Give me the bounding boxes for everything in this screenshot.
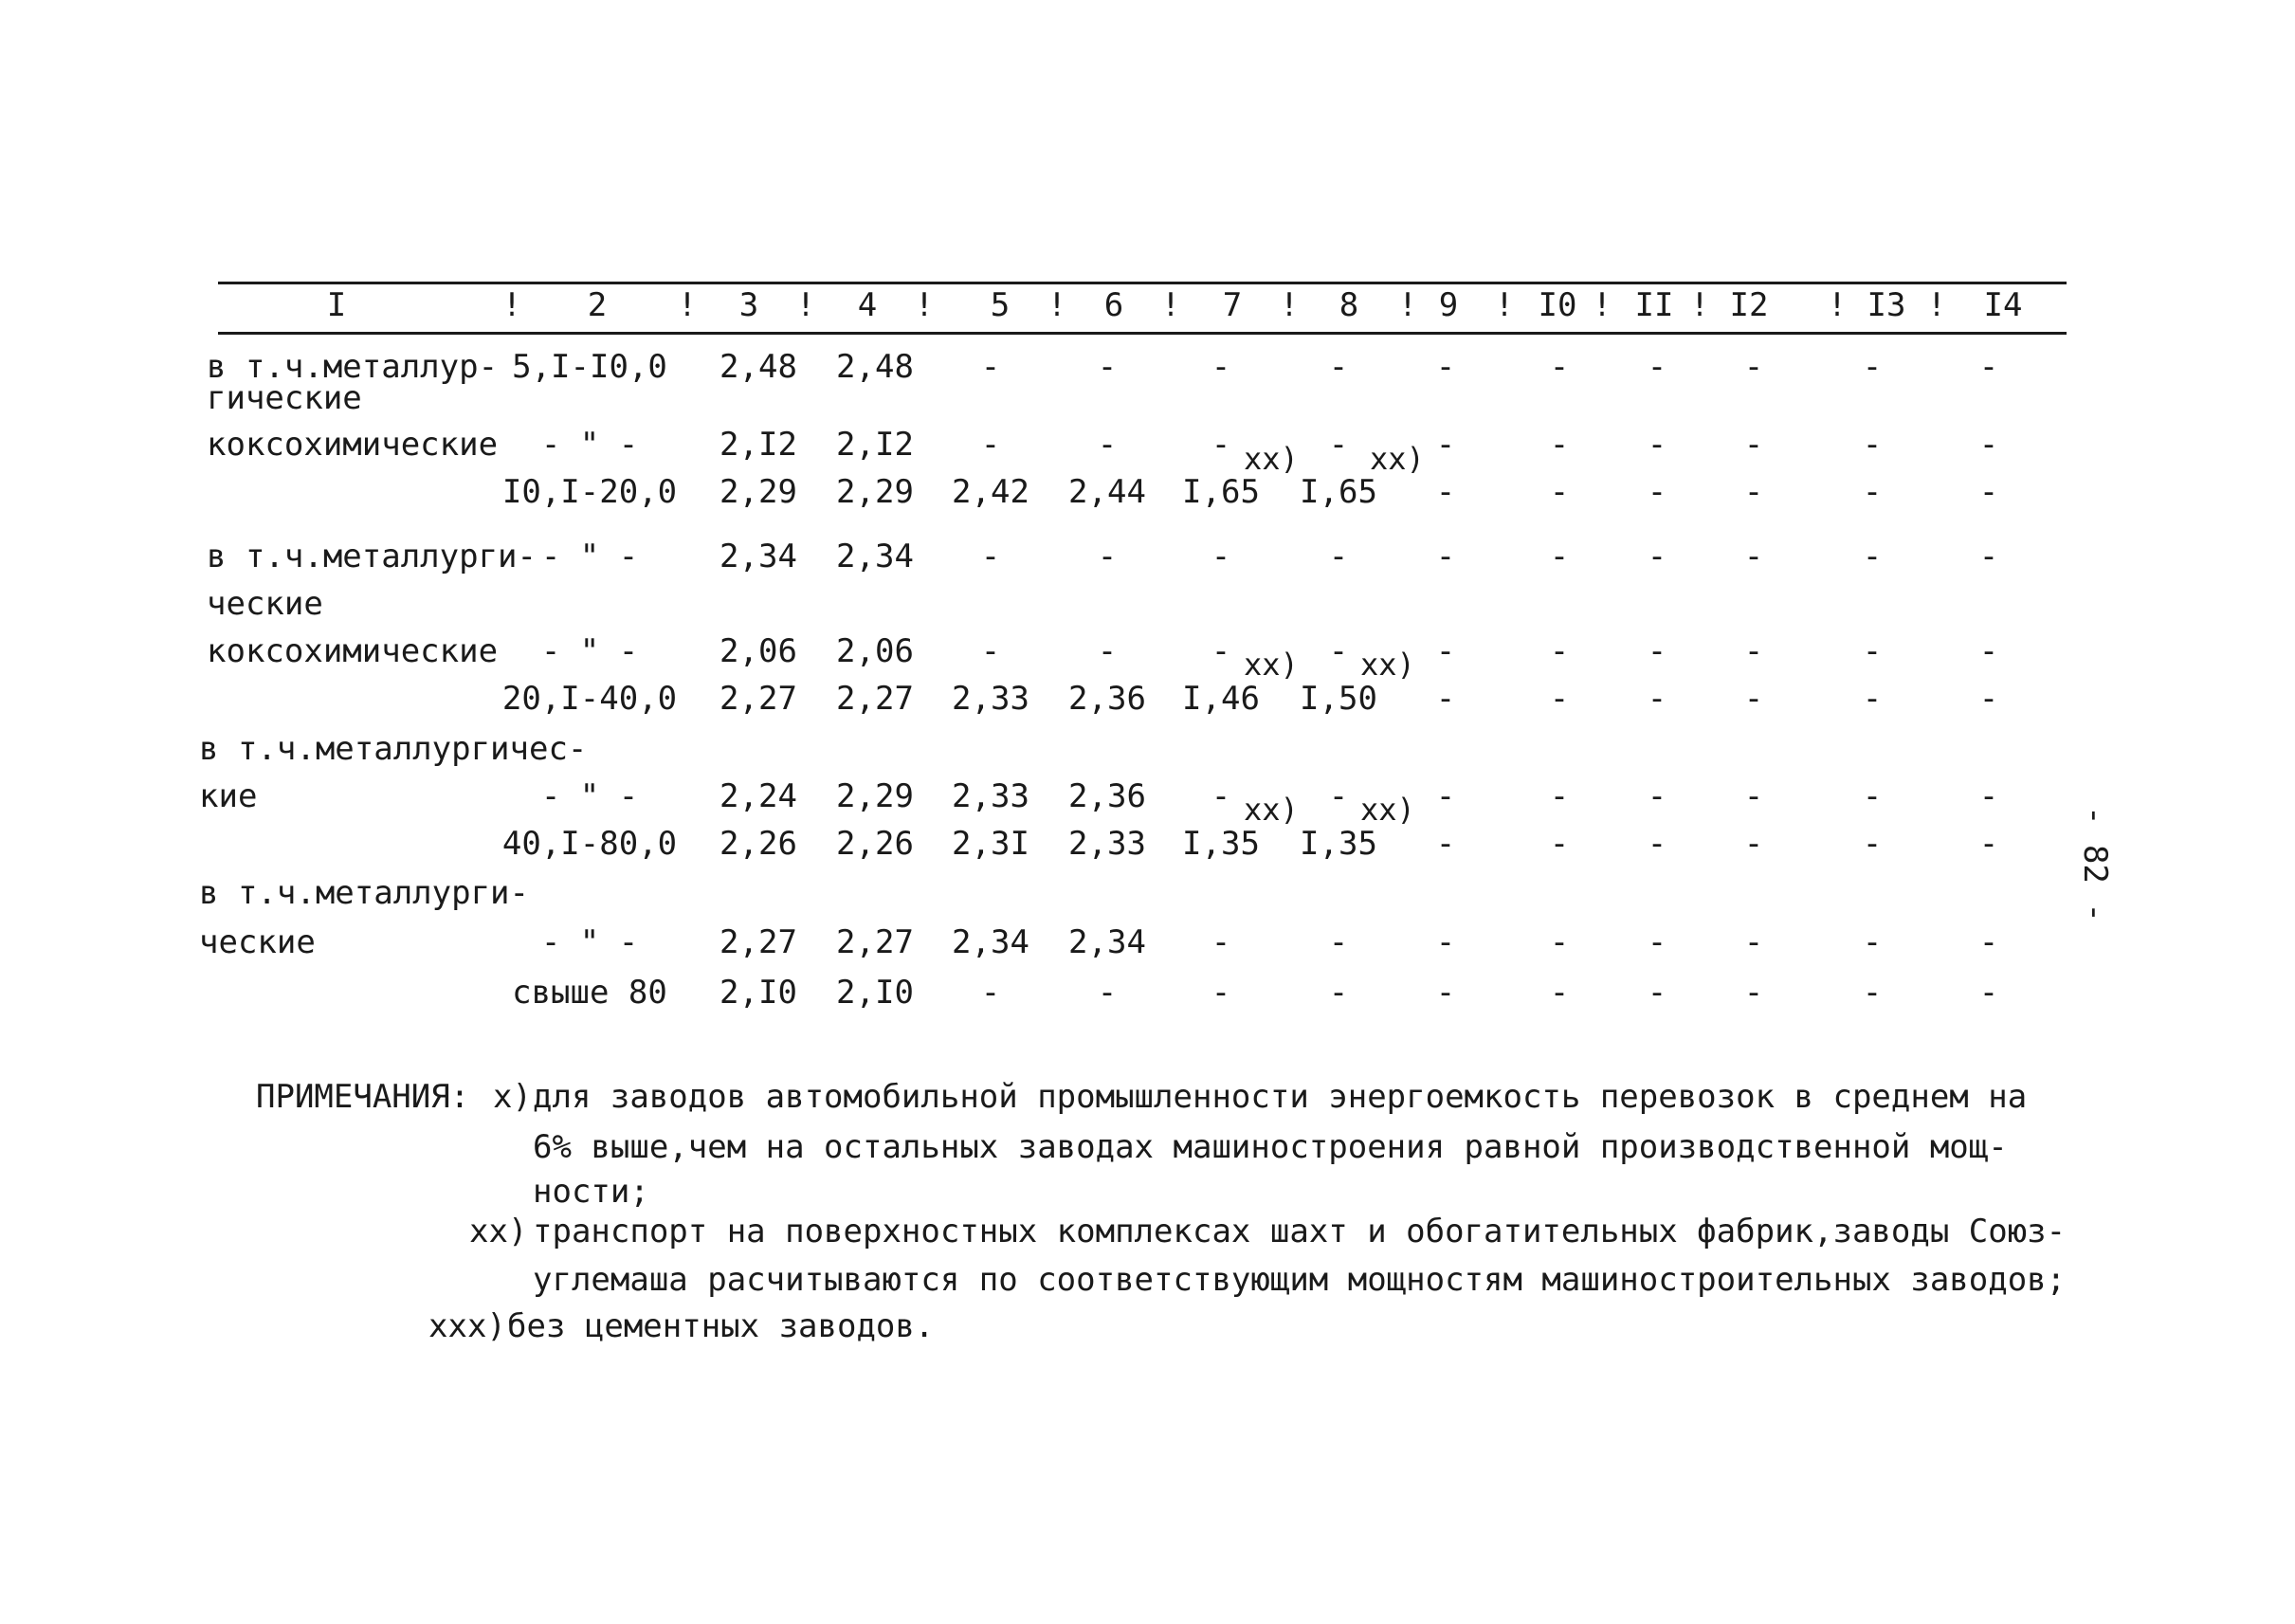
header-separator: ! — [1827, 286, 1848, 324]
table-cell: - — [1647, 426, 1667, 464]
table-cell: - — [1549, 632, 1570, 670]
table-header-rule — [218, 332, 2067, 335]
table-cell: - — [1743, 923, 1764, 961]
table-cell: - — [980, 538, 1001, 575]
table-cell: 2,48 — [719, 348, 797, 386]
footnote-marker: xx) — [1244, 441, 1299, 477]
table-cell: 2,27 — [836, 923, 914, 961]
size-range-cell: - " - — [540, 632, 639, 670]
table-cell: - — [1435, 974, 1456, 1012]
header-separator: ! — [1279, 286, 1300, 324]
size-range-cell: - " - — [540, 777, 639, 815]
table-cell: - — [1862, 632, 1883, 670]
table-cell: - — [1647, 974, 1667, 1012]
size-range-cell: 5,I-I0,0 — [512, 348, 667, 386]
table-cell: 2,27 — [719, 923, 797, 961]
header-column-number: 2 — [587, 286, 608, 324]
table-cell: 2,33 — [952, 777, 1029, 815]
table-cell: - — [1328, 538, 1349, 575]
header-column-number: I4 — [1983, 286, 2023, 324]
size-range-cell: 20,I-40,0 — [501, 680, 678, 718]
table-cell: - — [1435, 538, 1456, 575]
table-cell: - — [1978, 632, 1999, 670]
table-cell: I,65 — [1300, 473, 1377, 511]
table-cell: - — [1549, 426, 1570, 464]
table-cell: 2,26 — [719, 825, 797, 863]
header-separator: ! — [1592, 286, 1612, 324]
table-cell: 2,29 — [836, 473, 914, 511]
table-cell: 2,42 — [952, 473, 1029, 511]
table-cell: - — [1978, 825, 1999, 863]
table-cell: - — [1862, 923, 1883, 961]
note-xx-mark: xx) — [469, 1213, 528, 1250]
row-label: коксохимические — [207, 426, 499, 464]
table-cell: - — [1549, 923, 1570, 961]
table-cell: 2,33 — [952, 680, 1029, 718]
table-cell: - — [1211, 538, 1231, 575]
header-separator: ! — [914, 286, 935, 324]
table-cell: - — [1211, 777, 1231, 815]
header-separator: ! — [1494, 286, 1515, 324]
table-cell: - — [1211, 974, 1231, 1012]
header-separator: ! — [795, 286, 816, 324]
table-cell: - — [1549, 680, 1570, 718]
header-column-number: 4 — [857, 286, 878, 324]
table-cell: I,50 — [1300, 680, 1377, 718]
note-x-line: для заводов автомобильной промышленности энергоемкость перевозок в среднем на — [533, 1078, 2028, 1116]
size-range-cell: свыше 80 — [512, 974, 667, 1012]
table-cell: - — [1647, 538, 1667, 575]
table-cell: - — [980, 426, 1001, 464]
table-cell: - — [1328, 923, 1349, 961]
table-cell: - — [1435, 825, 1456, 863]
header-separator: ! — [1689, 286, 1710, 324]
table-cell: - — [1647, 632, 1667, 670]
row-label: в т.ч.металлурги- — [207, 538, 537, 575]
size-range-cell: - " - — [540, 538, 639, 575]
table-cell: - — [980, 348, 1001, 386]
table-cell: - — [1978, 426, 1999, 464]
table-cell: - — [1978, 680, 1999, 718]
note-xx-line: транспорт на поверхностных комплексах шахт и обогатительных фабрик,заводы Союз- — [533, 1213, 2067, 1250]
table-cell: - — [1097, 348, 1118, 386]
table-cell: 2,I2 — [719, 426, 797, 464]
table-cell: - — [1549, 473, 1570, 511]
table-cell: - — [1862, 473, 1883, 511]
header-separator: ! — [677, 286, 698, 324]
table-cell: - — [1743, 974, 1764, 1012]
table-cell: - — [1647, 348, 1667, 386]
table-cell: - — [1978, 923, 1999, 961]
table-cell: - — [1862, 538, 1883, 575]
table-cell: - — [1978, 777, 1999, 815]
table-cell: 2,29 — [836, 777, 914, 815]
header-column-number: 8 — [1339, 286, 1359, 324]
header-separator: ! — [501, 286, 522, 324]
footnote-marker: xx) — [1360, 792, 1415, 828]
table-cell: 2,3I — [952, 825, 1029, 863]
header-separator: ! — [1397, 286, 1418, 324]
table-cell: - — [1328, 348, 1349, 386]
footnote-marker: xx) — [1244, 647, 1299, 683]
header-column-number: 6 — [1103, 286, 1124, 324]
header-column-number: I2 — [1729, 286, 1769, 324]
table-cell: - — [1647, 825, 1667, 863]
table-cell: 2,48 — [836, 348, 914, 386]
table-cell: 2,34 — [1068, 923, 1146, 961]
table-cell: - — [1435, 632, 1456, 670]
row-label: кие — [199, 777, 258, 815]
table-cell: - — [1743, 825, 1764, 863]
table-cell: - — [1862, 348, 1883, 386]
header-separator: ! — [1926, 286, 1947, 324]
table-cell: 2,I0 — [719, 974, 797, 1012]
footnote-marker: xx) — [1244, 792, 1299, 828]
table-cell: 2,44 — [1068, 473, 1146, 511]
table-cell: - — [1097, 974, 1118, 1012]
table-cell: - — [1862, 777, 1883, 815]
page-number: - 82 - — [2076, 806, 2114, 922]
table-cell: - — [1211, 923, 1231, 961]
table-cell: I,35 — [1300, 825, 1377, 863]
table-cell: - — [1647, 777, 1667, 815]
table-cell: 2,36 — [1068, 680, 1146, 718]
table-cell: - — [1435, 348, 1456, 386]
table-cell: - — [1549, 538, 1570, 575]
header-column-number: I3 — [1867, 286, 1906, 324]
header-column-number: 3 — [738, 286, 759, 324]
header-column-number: 5 — [990, 286, 1011, 324]
table-cell: 2,29 — [719, 473, 797, 511]
footnote-marker: xx) — [1370, 441, 1425, 477]
table-cell: - — [1647, 680, 1667, 718]
table-cell: 2,24 — [719, 777, 797, 815]
table-cell: - — [1328, 632, 1349, 670]
table-cell: 2,06 — [719, 632, 797, 670]
table-cell: - — [1211, 348, 1231, 386]
table-cell: - — [1978, 538, 1999, 575]
note-x-line: 6% выше,чем на остальных заводах машиностроения равной производственной мощ- — [533, 1128, 2008, 1166]
table-cell: - — [1743, 680, 1764, 718]
table-cell: - — [980, 974, 1001, 1012]
table-cell: - — [1435, 426, 1456, 464]
table-cell: - — [1549, 348, 1570, 386]
table-cell: - — [1097, 426, 1118, 464]
table-cell: I,65 — [1182, 473, 1260, 511]
row-label: в т.ч.металлур- — [207, 348, 499, 386]
table-cell: - — [1328, 426, 1349, 464]
table-cell: 2,33 — [1068, 825, 1146, 863]
table-cell: - — [1328, 777, 1349, 815]
size-range-cell: - " - — [540, 426, 639, 464]
table-cell: - — [1978, 473, 1999, 511]
table-cell: - — [980, 632, 1001, 670]
table-cell: - — [1743, 777, 1764, 815]
table-cell: - — [1435, 473, 1456, 511]
table-top-rule — [218, 282, 2067, 284]
table-cell: - — [1862, 974, 1883, 1012]
row-label: гические — [207, 379, 362, 417]
row-label: ческие — [199, 923, 316, 961]
header-column-number: 9 — [1438, 286, 1459, 324]
note-xxx-line: без цементных заводов. — [507, 1307, 935, 1345]
row-label: ческие — [207, 585, 323, 623]
table-cell: - — [1328, 974, 1349, 1012]
table-cell: - — [1435, 923, 1456, 961]
table-cell: - — [1211, 632, 1231, 670]
table-cell: - — [1647, 473, 1667, 511]
header-column-number: I0 — [1538, 286, 1577, 324]
table-cell: 2,36 — [1068, 777, 1146, 815]
table-cell: 2,34 — [719, 538, 797, 575]
table-cell: - — [1435, 777, 1456, 815]
table-cell: I,46 — [1182, 680, 1260, 718]
row-label: в т.ч.металлургичес- — [199, 730, 588, 768]
header-column-number: II — [1634, 286, 1674, 324]
notes-heading: ПРИМЕЧАНИЯ: — [256, 1078, 470, 1116]
table-cell: - — [1743, 348, 1764, 386]
table-cell: 2,34 — [836, 538, 914, 575]
table-cell: - — [1549, 974, 1570, 1012]
table-cell: - — [1211, 426, 1231, 464]
table-cell: - — [1549, 777, 1570, 815]
table-cell: 2,I0 — [836, 974, 914, 1012]
note-xxx-mark: xxx) — [428, 1307, 506, 1345]
row-label: коксохимические — [207, 632, 499, 670]
table-cell: - — [1743, 473, 1764, 511]
table-cell: - — [1743, 426, 1764, 464]
table-cell: - — [1549, 825, 1570, 863]
table-cell: - — [1097, 632, 1118, 670]
table-cell: - — [1862, 680, 1883, 718]
size-range-cell: 40,I-80,0 — [501, 825, 678, 863]
size-range-cell: I0,I-20,0 — [501, 473, 678, 511]
table-cell: - — [1862, 426, 1883, 464]
table-cell: 2,I2 — [836, 426, 914, 464]
table-cell: - — [1862, 825, 1883, 863]
table-cell: - — [1743, 632, 1764, 670]
table-cell: 2,27 — [836, 680, 914, 718]
table-cell: 2,27 — [719, 680, 797, 718]
size-range-cell: - " - — [540, 923, 639, 961]
note-x-mark: x) — [493, 1078, 532, 1116]
table-cell: 2,34 — [952, 923, 1029, 961]
header-column-number: I — [326, 286, 347, 324]
table-cell: - — [1978, 974, 1999, 1012]
header-column-number: 7 — [1222, 286, 1243, 324]
table-cell: - — [1647, 923, 1667, 961]
table-cell: - — [1435, 680, 1456, 718]
table-cell: - — [1097, 538, 1118, 575]
row-label: в т.ч.металлурги- — [199, 874, 529, 912]
footnote-marker: xx) — [1360, 647, 1415, 683]
note-x-line: ности; — [533, 1173, 649, 1211]
table-cell: - — [1743, 538, 1764, 575]
table-cell: 2,26 — [836, 825, 914, 863]
note-xx-line: углемаша расчитываются по соответствующим мощностям машиностроительных заводов; — [533, 1261, 2067, 1299]
header-separator: ! — [1047, 286, 1067, 324]
table-cell: 2,06 — [836, 632, 914, 670]
header-separator: ! — [1160, 286, 1181, 324]
table-cell: I,35 — [1182, 825, 1260, 863]
table-cell: - — [1978, 348, 1999, 386]
